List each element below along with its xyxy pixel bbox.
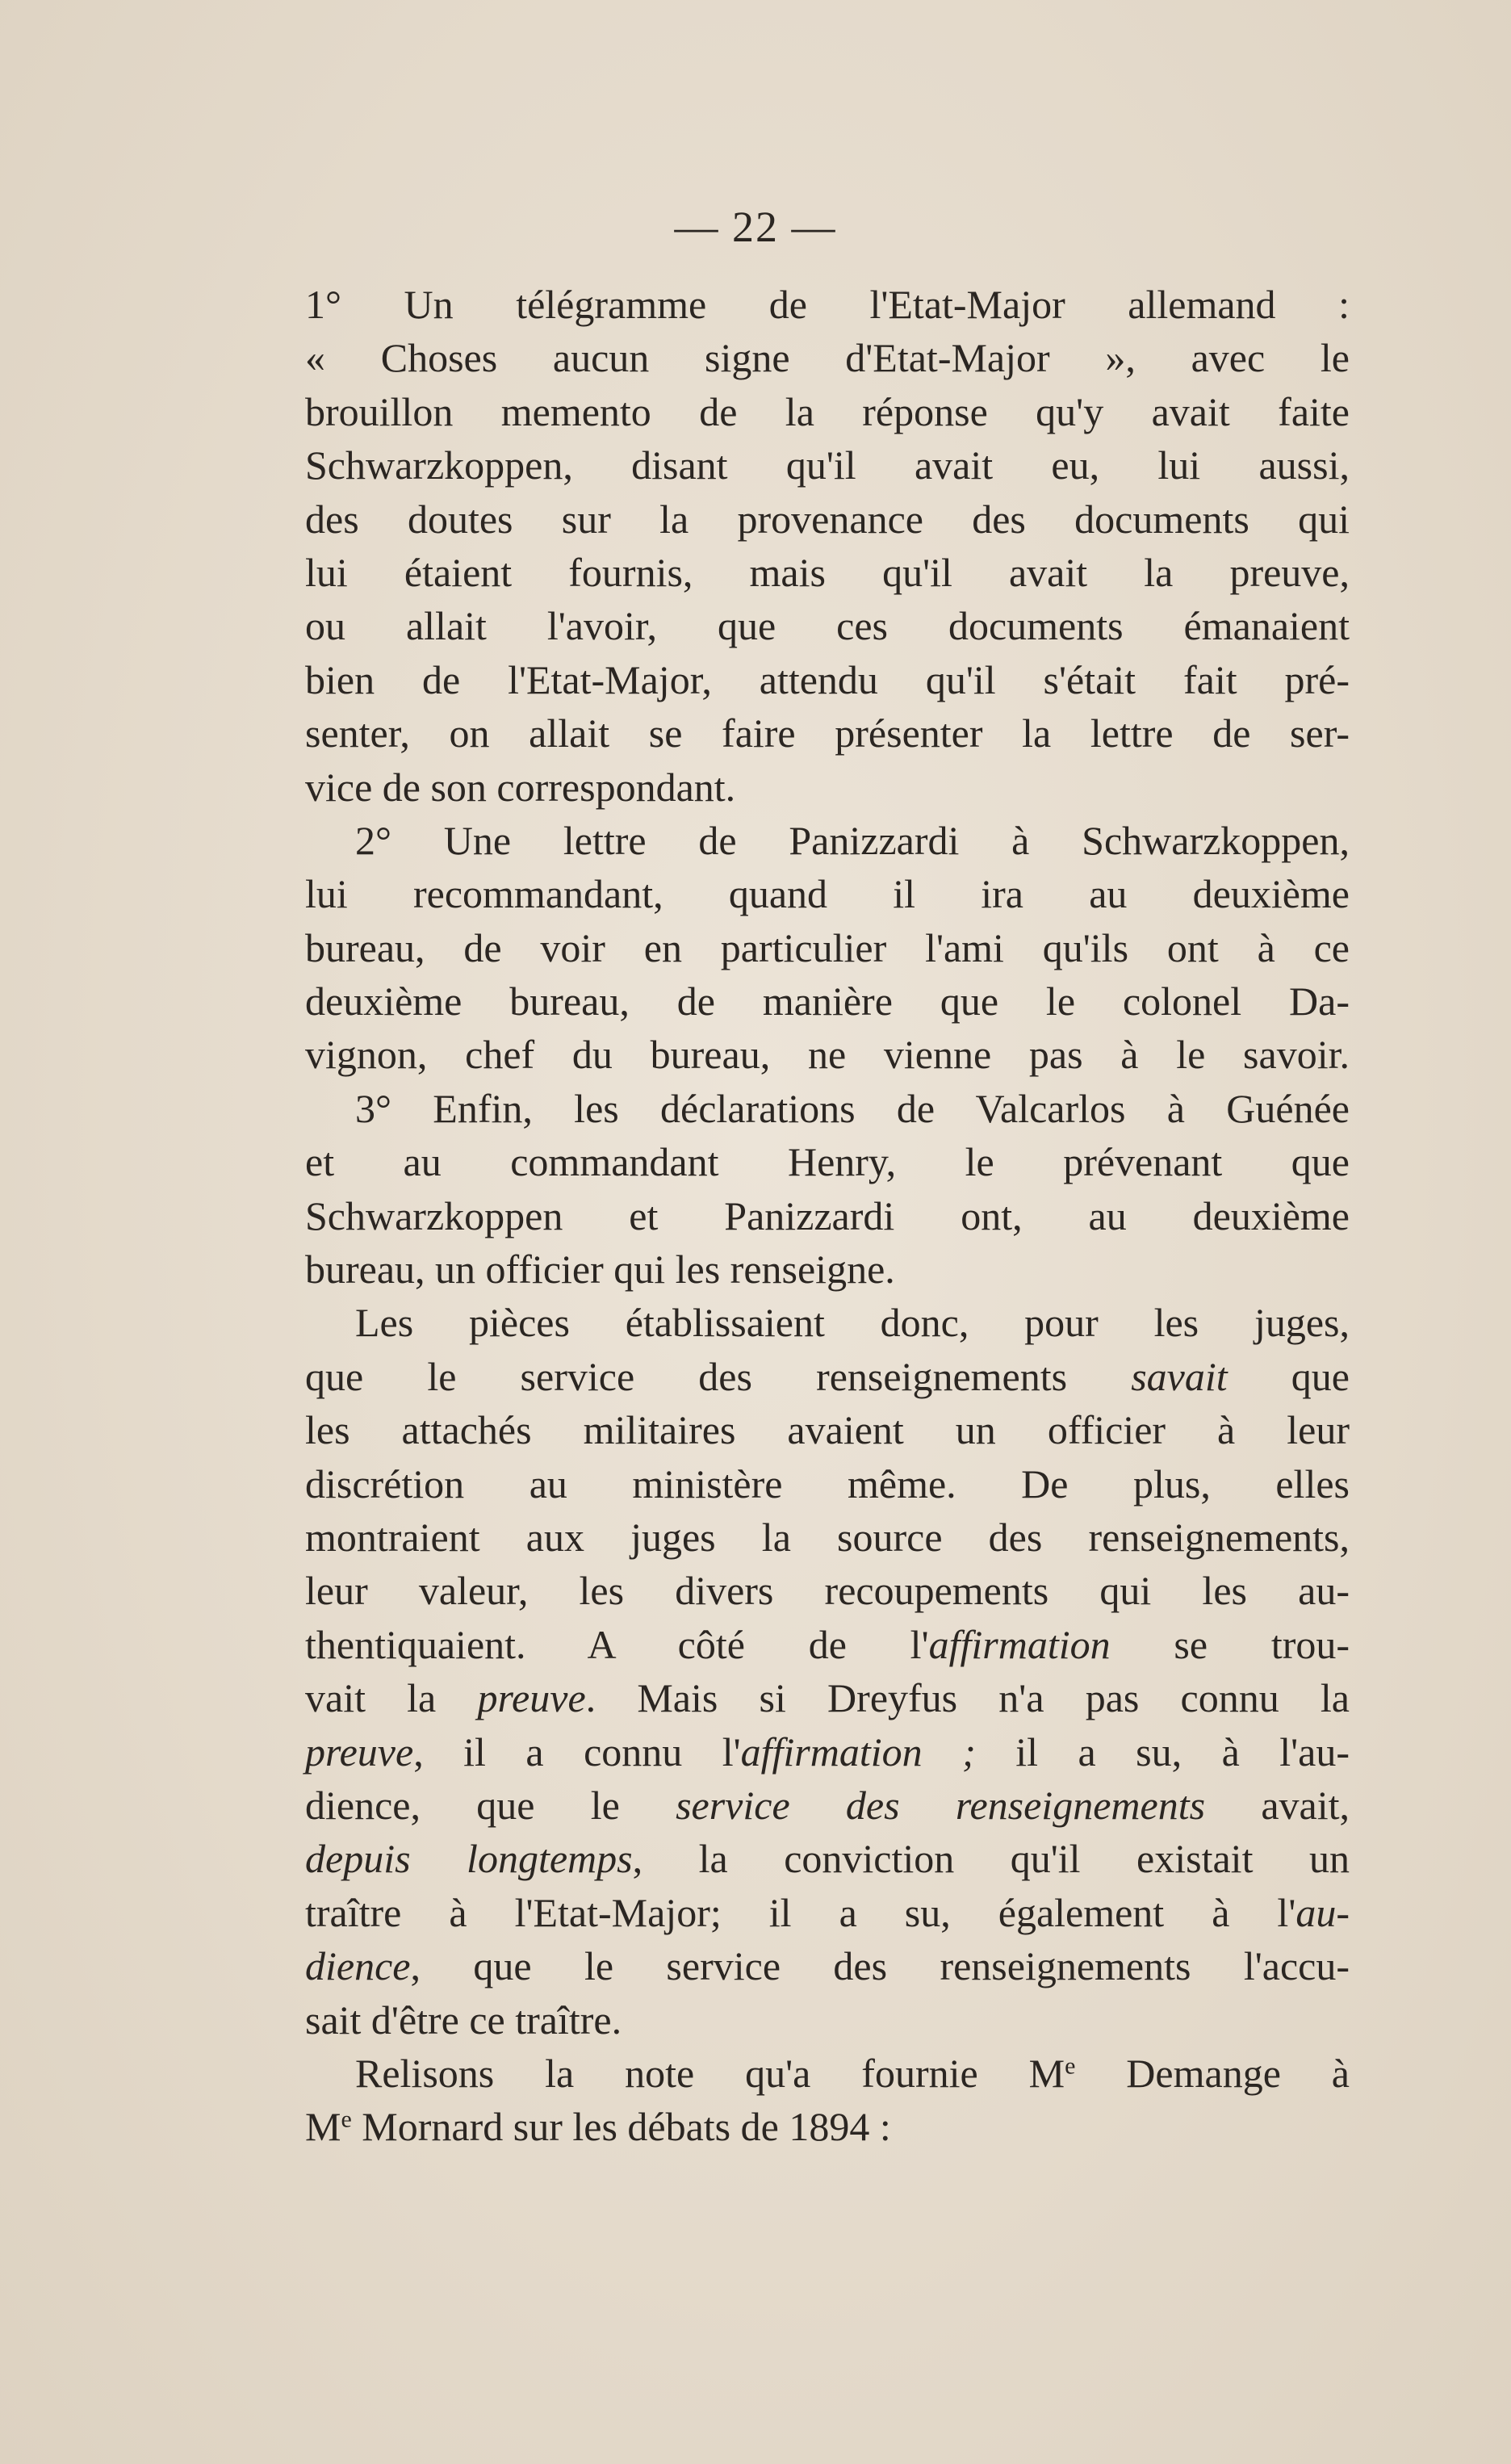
text-line: Les pièces établissaient donc, pour les juges, [355, 1300, 1350, 1346]
text-run: que [1227, 1353, 1350, 1399]
body-text [305, 278, 1350, 2154]
text-line: 3° Enfin, les déclarations de Valcarlos à Guénée [355, 1085, 1350, 1131]
text-run: , que le service des renseignements l'accu- [410, 1943, 1350, 1989]
text-line: brouillon memento de la réponse qu'y avait faite [305, 388, 1350, 434]
superscript: e [1065, 2052, 1076, 2080]
text-run: Mornard sur les débats de 1894 : [351, 2104, 891, 2150]
page-number: — 22 — [674, 203, 837, 251]
text-run: dience, que le [305, 1782, 676, 1828]
text-run: thentiquaient. A côté de l' [305, 1621, 929, 1667]
text-line: Schwarzkoppen et Panizzardi ont, au deuxième [305, 1192, 1350, 1238]
text-line: discrétion au ministère même. De plus, elles [305, 1460, 1350, 1506]
italic-run: affirmation ; [740, 1729, 976, 1775]
text-line [305, 2100, 1350, 2153]
text-line: lui recommandant, quand il ira au deuxième [305, 871, 1350, 917]
text-line [305, 1886, 1350, 1939]
text-line [305, 1350, 1350, 1403]
text-line [305, 1618, 1350, 1671]
text-line: lui étaient fournis, mais qu'il avait la preuve, [305, 549, 1350, 595]
text-line [305, 1832, 1350, 1885]
text-run: avait, [1205, 1782, 1350, 1828]
text-run: il a su, à l'au- [975, 1729, 1350, 1775]
text-line: leur valeur, les divers recoupements qui les au- [305, 1568, 1350, 1614]
text-run: . Mais si Dreyfus n'a pas connu la [585, 1675, 1350, 1721]
italic-run: dience [305, 1943, 411, 1989]
text-line: bureau, un officier qui les renseigne. [305, 1247, 895, 1293]
text-line: bien de l'Etat-Major, attendu qu'il s'était fait pré- [305, 656, 1350, 702]
text-run: Relisons la note qu'a fournie M [355, 2050, 1065, 2096]
text-line: des doutes sur la provenance des documents qui [305, 496, 1350, 542]
text-run: , il a connu l' [413, 1729, 741, 1775]
text-line: senter, on allait se faire présenter la lettre de ser- [305, 710, 1350, 756]
italic-run: depuis longtemps [305, 1836, 633, 1882]
text-line [305, 1725, 1350, 1779]
italic-run: preuve [305, 1729, 414, 1775]
text-line: 1° Un télégramme de l'Etat-Major allemand : [305, 282, 1350, 327]
text-run: se trou- [1110, 1621, 1350, 1667]
text-line [305, 1671, 1350, 1724]
text-run: Demange à [1075, 2050, 1350, 2096]
text-line: Schwarzkoppen, disant qu'il avait eu, lui aussi, [305, 442, 1350, 488]
text-line: deuxième bureau, de manière que le colonel Da- [305, 978, 1350, 1025]
text-line: vice de son correspondant. [305, 764, 736, 810]
text-line: bureau, de voir en particulier l'ami qu'ils ont à ce [305, 924, 1350, 970]
italic-run: affirmation [928, 1621, 1111, 1667]
text-line [305, 1939, 1350, 1993]
text-line [305, 2047, 1350, 2100]
text-run: traître à l'Etat-Major; il a su, également à l' [305, 1889, 1296, 1935]
text-line: « Choses aucun signe d'Etat-Major », avec le [305, 335, 1350, 381]
text-line: sait d'être ce traître. [305, 1997, 622, 2043]
text-line: 2° Une lettre de Panizzardi à Schwarzkoppen, [355, 817, 1350, 863]
text-line: et au commandant Henry, le prévenant que [305, 1139, 1350, 1185]
text-line: les attachés militaires avaient un officier à leur [305, 1407, 1350, 1453]
text-line: montraient aux juges la source des renseignements, [305, 1514, 1350, 1560]
text-run: M [305, 2104, 341, 2150]
text-line: ou allait l'avoir, que ces documents émanaient [305, 603, 1350, 649]
superscript: e [341, 2106, 352, 2133]
text-run: vait la [305, 1675, 478, 1721]
italic-run: preuve [477, 1675, 586, 1721]
text-run: que le service des renseignements [305, 1353, 1132, 1399]
italic-run: au- [1295, 1889, 1350, 1935]
text-run: , la conviction qu'il existait un [632, 1836, 1350, 1882]
text-line: vignon, chef du bureau, ne vienne pas à le savoir. [305, 1032, 1350, 1078]
italic-run: service des renseignements [676, 1782, 1206, 1828]
text-line [305, 1779, 1350, 1832]
italic-run: savait [1131, 1353, 1228, 1399]
